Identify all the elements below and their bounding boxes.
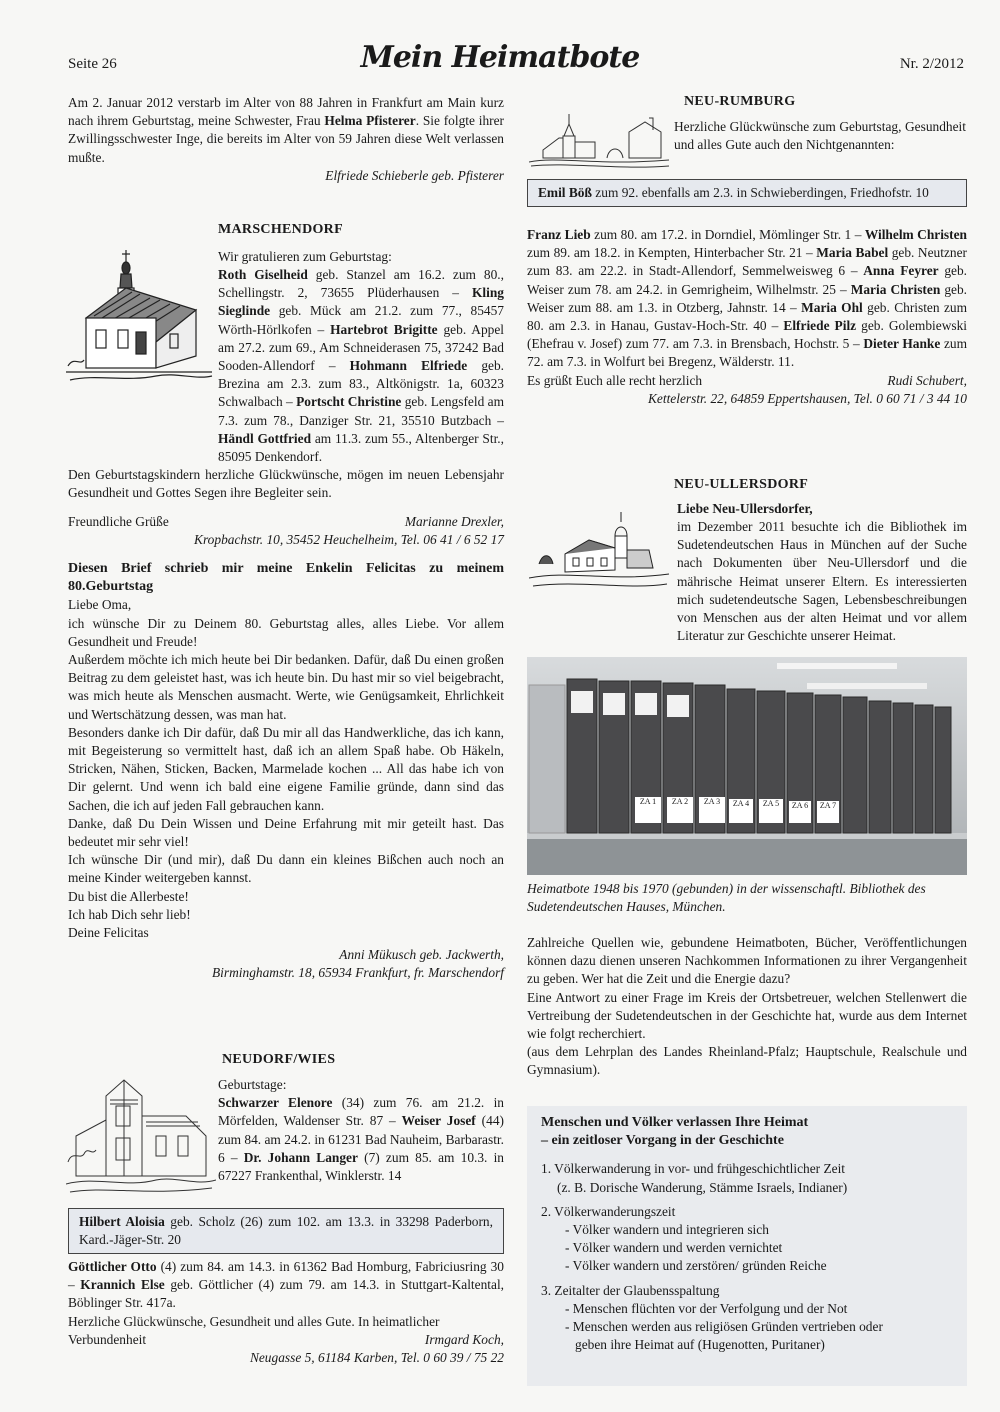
book-label: ZA 6 xyxy=(789,801,811,823)
marschendorf-signature: Freundliche Grüße Marianne Drexler, Kropbachstr. 10, 35452 Heuchelheim, Tel. 06 41 / 6 52 17 xyxy=(68,514,504,548)
letter-heading: Diesen Brief schrieb mir meine Enkelin Felicitas zu meinem 80.Geburtstag xyxy=(68,561,504,595)
book-label: ZA 5 xyxy=(759,799,783,823)
birthday-name: Anna Feyrer xyxy=(863,263,939,279)
book-label: ZA 3 xyxy=(699,797,725,823)
book-label: ZA 7 xyxy=(817,801,839,823)
section-title-neuullersdorf: NEU-ULLERSDORF xyxy=(674,477,809,492)
list-item: - Völker wandern und werden vernichtet xyxy=(565,1240,783,1256)
migration-history-box xyxy=(527,1106,967,1386)
bookshelf-illustration xyxy=(527,657,967,875)
birthday-name: Kling Sieglinde xyxy=(218,285,504,319)
list-item: - Völker wandern und integrieren sich xyxy=(565,1222,769,1238)
birthday-name: Hohmann Elfriede xyxy=(349,358,468,374)
photo-caption: Heimatbote 1948 bis 1970 (gebunden) in der wissenschaftl. Bibliothek des Sudetendeutschen Hauses, München. xyxy=(527,881,926,915)
birthday-name: Hilbert Aloisia xyxy=(79,1214,165,1229)
list-item: - Menschen werden aus religiösen Gründen vertrieben oder xyxy=(565,1319,883,1335)
birthday-name: Franz Lieb xyxy=(527,227,591,242)
birthday-name: Wilhelm Christen xyxy=(864,227,967,242)
masthead-title: Mein Heimatbote xyxy=(360,40,640,75)
obituary-signature: Elfriede Schieberle geb. Pfisterer xyxy=(325,167,504,183)
birthday-name: Schwarzer Elenore xyxy=(218,1095,333,1111)
neudorf-more: Göttlicher Otto (4) zum 84. am 14.3. in 61362 Bad Homburg, Fabriciusring 30 – Krannich Else geb. Göttlicher (4) zum 79. am 14.3. in Stuttgart-Kaltental, Böblinger Str. 417a. Herzliche Glückwünsche, Gesundheit und alles Gute. In heimatlicher Verbundenheit Irmgard Koch, Neugasse 5, 61184 Karben, Tel. 0 60 39 / 75 22 xyxy=(68,1259,505,1366)
highlight-box-boess: Emil Böß zum 92. ebenfalls am 2.3. in Schwieberdingen, Friedhofstr. 10 xyxy=(527,179,967,207)
list-item: - Völker wandern und zerstören/ gründen Reiche xyxy=(565,1258,827,1274)
list-item: - Menschen flüchten vor der Verfolgung und der Not xyxy=(565,1300,848,1316)
list-item: 1. Völkerwanderung in vor- und frühgeschichtlicher Zeit xyxy=(541,1161,846,1177)
birthday-name: Hartebrot Brigitte xyxy=(330,321,438,337)
birthday-name: Maria Christen xyxy=(850,281,941,297)
birthday-name: Elfriede Pilz xyxy=(783,318,857,334)
birthday-name: Krannich Else xyxy=(80,1277,165,1293)
birthday-name: Weiser Josef xyxy=(401,1113,476,1129)
section-title-neudorf: NEUDORF/WIES xyxy=(222,1052,336,1067)
marschendorf-birthdays-top: Wir gratulieren zum Geburtstag: xyxy=(218,249,392,264)
neurumburg-lead: Herzliche Glückwünsche zum Geburtstag, Gesundheit und alles Gute auch den Nichtgenannten: xyxy=(674,119,966,153)
neudorf-lead: Geburtstage: Schwarzer Elenore (34) zum 76. am 21.2. in Mörfelden, Waldenser Str. 87 – Weiser Josef (44) zum 84. am 24.2. in 61231 Bad Nauheim, Barbarastr. 6 – Dr. Johann Langer (7) zum 85. am 10.3. in 67227 Frankenthal, Winklerstr. 14 xyxy=(218,1077,504,1184)
birthday-name: Göttlicher Otto xyxy=(68,1259,157,1274)
neuullersdorf-text: im Dezember 2011 besuchte ich die Bibliothek im Sudetendeutschen Haus in München auf der Suche nach Dokumenten über Neu-Ullersdorf und die mährische Heimat unserer Eltern. Es interessierten mich sudetendeutsche Sagen, Lebensbeschreibungen von Menschen aus der alten Heimat und vor allem Literatur zur Geschichte unserer Heimat. xyxy=(677,519,967,644)
book-label: ZA 4 xyxy=(729,799,753,823)
birthday-name: Dr. Johann Langer xyxy=(243,1149,358,1165)
list-item: (z. B. Dorische Wanderung, Stämme Israels, Indianer) xyxy=(557,1179,848,1195)
birthday-name: Dieter Hanke xyxy=(863,336,941,352)
highlight-box-hilbert: Hilbert Aloisia geb. Scholz (26) zum 102. am 13.3. in 33298 Paderborn, Kard.-Jäger-Str. 20 xyxy=(68,1208,504,1254)
box-subtitle: – ein zeitloser Vorgang in der Geschichte xyxy=(541,1133,784,1149)
birthday-name: Händl Gottfried xyxy=(218,430,312,446)
page-number: Seite 26 xyxy=(68,56,117,72)
letter-section: Diesen Brief schrieb mir meine Enkelin Felicitas zu meinem 80.Geburtstag Liebe Oma, ich wünsche Dir zu Deinem 80. Geburtstag alles, alles Liebe. Vor allem Gesundheit und Freude! Außerdem möchte ich mich heute bei Dir bedanken. Dafür, daß Du einen großen Beitrag zu dem geleistet hast, was ich heute bin. Du hast mir so viel beigebracht, was mich heute als Menschen ausmacht. Werte, wie Genügsamkeit, Ehrlichkeit und Wertschätzung dessen, was man hat. Besonders danke ich Dir dafür, daß Du mir all das Handwerkliche, das ich kann, mit Begeisterung so vermittelt hast, daß ich an allem Spaß habe. Ob Häkeln, Stricken, Nähen, Sticken, Backen, Marmelade kochen ... All das habe ich von Dir gelernt. Und wenn ich bald eine eigene Familie gründe, dann sind das Sachen, die ich auf jeden Fall gebrauchen kann. Danke, daß Du Dein Wissen und Deine Erfahrung mit mir geteilt hast. Das bedeutet mir sehr viel! Ich wünsche Dir (und mir), daß Du dann ein kleines Bißchen auch noch an meine Kinder weitergeben kannst. Du bist die Allerbeste! Ich hab Dich sehr lieb! Deine Felicitas Anni Mükusch geb. Jackwerth, Birminghamstr. 18, 65934 Frankfurt, fr. Marschendorf xyxy=(68,561,504,981)
section-title-marschendorf: MARSCHENDORF xyxy=(218,222,343,237)
neurumburg-birthdays: Franz Lieb zum 80. am 17.2. in Dorndiel, Mömlinger Str. 1 – Wilhelm Christen zum 89. am 18.2. in Kempten, Hinterbacher Str. 21 – Maria Babel geb. Neutzner zum 83. am 22.2. in Stadt-Allendorf, Semmelweisweg 6 – Anna Feyrer geb. Weiser zum 78. am 24.2. in Gemrigheim, Wilhelmstr. 25 – Maria Christen geb. Weiser zum 88. am 1.3. in Otzberg, Jahnstr. 14 – Maria Ohl geb. Christen zum 80. am 2.3. in Hanau, Gustav-Hoch-Str. 40 – Elfriede Pilz geb. Golembiewski (Ehefrau v. Josef) zum 77. am 7.3. in Brensbach, Hochstr. 5 – Dieter Hanke zum 72. am 7.3. in Wolfurt bei Bregenz, Wälderstr. 11. Es grüßt Euch alle recht herzlich Rudi Schubert, Kettelerstr. 22, 64859 Eppertshausen, Tel. 0 60 71 / 3 44 10 xyxy=(527,227,968,406)
list-item: 3. Zeitalter der Glaubensspaltung xyxy=(541,1282,720,1298)
issue-number: Nr. 2/2012 xyxy=(899,56,964,72)
birthday-name: Roth Giselheid xyxy=(218,267,308,282)
birthday-name: Maria Ohl xyxy=(801,299,863,315)
marschendorf-wishes: Den Geburtstagskindern herzliche Glückwünsche, mögen im neuen Lebensjahr Gesundheit und Gottes Segen ihre Begleiter sein. xyxy=(68,467,504,501)
book-label: ZA 1 xyxy=(635,797,661,823)
list-item: 2. Völkerwanderungszeit xyxy=(541,1203,676,1219)
library-photo xyxy=(527,657,967,875)
neuullersdorf-continued: Zahlreiche Quellen wie, gebundene Heimatboten, Bücher, Veröffentlichungen können dazu dienen unseren Nachkommen Informationen zu ihrer Vergangenheit zu geben. Wer hat die Zeit und die Energie dazu? Eine Antwort zu einer Frage im Kreis der Ortsbetreuer, welchen Stellenwert die Vertreibung der Sudetendeutschen in der Geschichte hat, wurde aus dem Internet wie folgt recherchiert. (aus dem Lehrplan des Landes Rheinland-Pfalz; Hauptschule, Realschule und Gymnasium). xyxy=(527,935,967,1078)
list-item: geben ihre Heimat auf (Hugenotten, Puritaner) xyxy=(575,1337,825,1353)
box-title: Menschen und Völker verlassen Ihre Heimat xyxy=(541,1115,809,1130)
neuullersdorf-text-top xyxy=(677,500,967,518)
church-illustration-neudorf xyxy=(66,1076,216,1200)
birthday-name: Maria Babel xyxy=(816,245,889,261)
salutation: Liebe Neu-Ullersdorfer, xyxy=(677,501,813,516)
birthday-name: Emil Böß xyxy=(538,185,592,200)
marschendorf-birthdays: Roth Giselheid geb. Stanzel am 16.2. zum 80., Schellingstr. 2, 73655 Plüderhausen – Kling Sieglinde geb. Mück am 21.2. zum 77., 85457 Wörth-Hörlkofen – Hartebrot Brigitte geb. Appel am 27.2. zum 69., Am Schneiderasen 75, 37242 Bad Sooden-Allendorf – Hohmann Elfriede geb. Brezina am 2.3. zum 83., Altkönigstr. 1a, 60323 Schwalbach – Portscht Christine geb. Lengsfeld am 7.3. zum 78., Danziger Str. 21, 35510 Butzbach – Händl Gottfried am 11.3. zum 55., Altenberger Str., 85095 Denkendorf. xyxy=(218,267,505,465)
village-illustration-neurumburg xyxy=(529,112,671,170)
birthday-name: Portscht Christine xyxy=(296,394,402,410)
book-label: ZA 2 xyxy=(667,797,693,823)
obituary-section: Am 2. Januar 2012 verstarb im Alter von 88 Jahren in Frankfurt am Main kurz nach ihrem Geburtstag, meine Schwester, Frau Helma Pfisterer. Sie folgte ihrer Zwillingsschwester Inge, die bereits im Alter von 59 Jahren diese Welt verlassen mußte. Elfriede Schieberle geb. Pfisterer xyxy=(68,94,504,185)
deceased-name: Helma Pfisterer xyxy=(324,113,416,129)
section-title-neurumburg: NEU-RUMBURG xyxy=(684,94,796,109)
